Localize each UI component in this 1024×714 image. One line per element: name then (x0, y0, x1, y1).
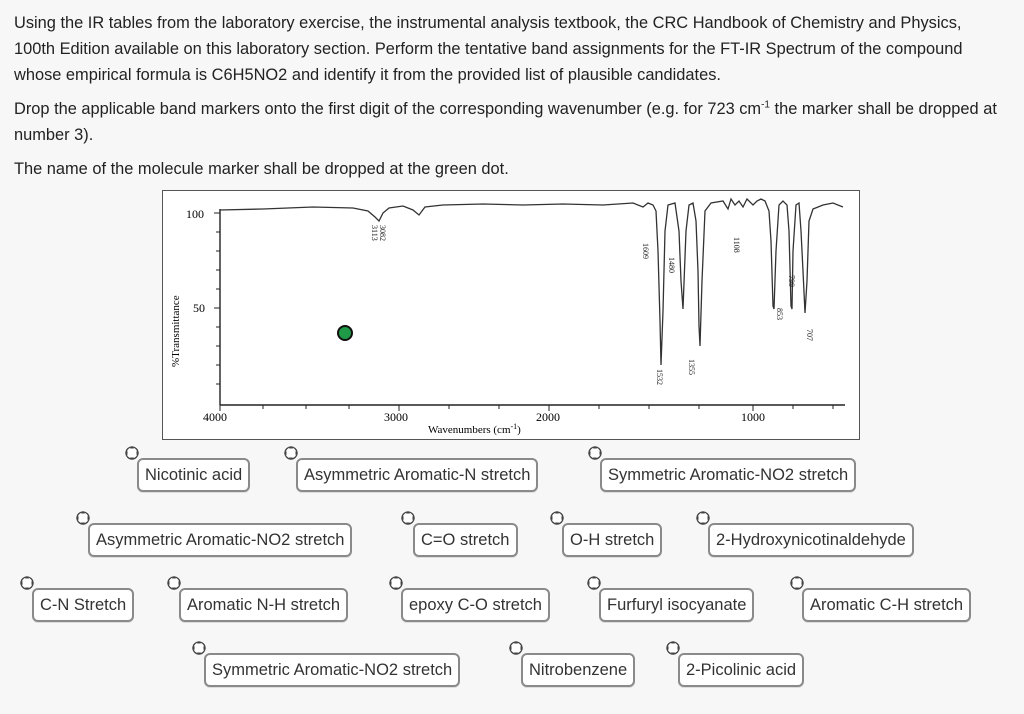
y-tick-marks (214, 213, 220, 384)
y-tick-label: 100 (186, 207, 204, 221)
marker-symmetric-aromatic-no2-stretch[interactable]: Symmetric Aromatic-NO2 stretch (600, 458, 856, 492)
drag-handle-icon[interactable] (586, 575, 602, 591)
instruction-paragraph-3: The name of the molecule marker shall be dropped at the green dot. (14, 160, 509, 178)
marker-2-hydroxynicotinaldehyde[interactable]: 2-Hydroxynicotinaldehyde (708, 523, 914, 557)
peak-label: 3082 (378, 225, 387, 241)
drag-handle-icon[interactable] (124, 445, 140, 461)
peak-labels (370, 225, 814, 385)
molecule-drop-target-dot[interactable] (337, 325, 353, 341)
instruction-paragraph-1: Using the IR tables from the laboratory exercise, the instrumental analysis textbook, the CRC Handbook of Chemistry and Physics, 100th Edition available on this laboratory section. Perform the tentative band assignments for the FT-IR Spectrum of the compound whose empirical formula is C6H5NO2 and identify it from the provided list of plausible candidates. (14, 14, 963, 84)
marker-epoxy-c-o-stretch[interactable]: epoxy C-O stretch (401, 588, 550, 622)
marker-2-picolinic-acid[interactable]: 2-Picolinic acid (678, 653, 804, 687)
drag-handle-icon[interactable] (388, 575, 404, 591)
peak-label: 1108 (732, 237, 741, 253)
peak-label: 1609 (641, 243, 650, 259)
peak-label: 1532 (655, 369, 664, 385)
instruction-text: the marker shall be dropped at number 3). (14, 100, 997, 144)
peak-label: 799 (787, 275, 796, 287)
marker-o-h-stretch[interactable]: O-H stretch (562, 523, 662, 557)
drag-handle-icon[interactable] (665, 640, 681, 656)
spectrum-trace (220, 199, 843, 365)
marker-c-n-stretch[interactable]: C-N Stretch (32, 588, 134, 622)
instruction-text: Drop the applicable band markers onto the first digit of the corresponding wavenumber (e.g. for 723 cm (14, 100, 762, 118)
drag-handle-icon[interactable] (508, 640, 524, 656)
marker-symmetric-aromatic-no2-stretch-2[interactable]: Symmetric Aromatic-NO2 stretch (204, 653, 460, 687)
peak-label: 707 (805, 329, 814, 341)
instruction-paragraph-2 (14, 96, 1004, 148)
drag-handle-icon[interactable] (789, 575, 805, 591)
peak-label: 3113 (370, 225, 379, 241)
marker-nicotinic-acid[interactable]: Nicotinic acid (137, 458, 250, 492)
drag-handle-icon[interactable] (549, 510, 565, 526)
x-tick-label: 1000 (741, 410, 765, 424)
marker-asymmetric-aromatic-n-stretch[interactable]: Asymmetric Aromatic-N stretch (296, 458, 538, 492)
drag-handle-icon[interactable] (695, 510, 711, 526)
x-tick-label: 4000 (203, 410, 227, 424)
drag-handle-icon[interactable] (75, 510, 91, 526)
ir-spectrum-figure (162, 190, 860, 440)
drag-handle-icon[interactable] (283, 445, 299, 461)
marker-aromatic-n-h-stretch[interactable]: Aromatic N-H stretch (179, 588, 348, 622)
y-tick-label: 50 (193, 301, 205, 315)
instructions (14, 10, 1004, 190)
drag-handle-icon[interactable] (19, 575, 35, 591)
ir-spectrum-svg (163, 191, 861, 441)
marker-c-o-stretch[interactable]: C=O stretch (413, 523, 518, 557)
drag-handle-icon[interactable] (166, 575, 182, 591)
x-axis-title: Wavenumbers $(cm^{-1})$ (428, 422, 521, 436)
marker-nitrobenzene[interactable]: Nitrobenzene (521, 653, 635, 687)
peak-label: 1480 (667, 257, 676, 273)
drag-handle-icon[interactable] (587, 445, 603, 461)
drag-handle-icon[interactable] (400, 510, 416, 526)
y-axis-title: %Transmittance (170, 295, 182, 367)
x-tick-label: 2000 (536, 410, 560, 424)
drag-handle-icon[interactable] (191, 640, 207, 656)
instruction-superscript: -1 (761, 99, 770, 111)
marker-asymmetric-aromatic-no2-stretch[interactable]: Asymmetric Aromatic-NO2 stretch (88, 523, 352, 557)
marker-furfuryl-isocyanate[interactable]: Furfuryl isocyanate (599, 588, 754, 622)
marker-aromatic-c-h-stretch[interactable]: Aromatic C-H stretch (802, 588, 971, 622)
x-tick-label: 3000 (384, 410, 408, 424)
peak-label: 1355 (687, 359, 696, 375)
peak-label: 853 (775, 308, 784, 320)
